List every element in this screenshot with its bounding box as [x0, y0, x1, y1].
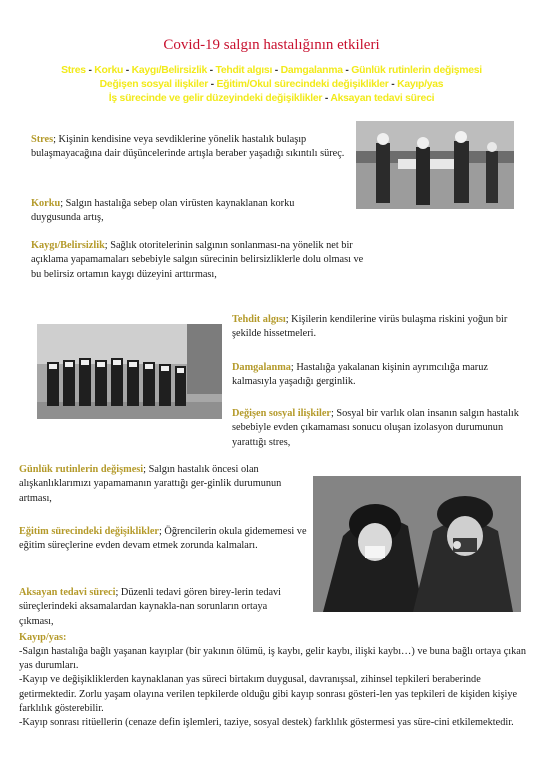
keyword: Aksayan tedavi süreci [330, 93, 435, 104]
keyword-list [20, 64, 523, 106]
photo-nurses-stretcher [356, 121, 514, 209]
term-tehdit: Tehdit algısı [232, 314, 286, 325]
section-stres [31, 133, 349, 162]
keyword-line-2: Değişen sosyal ilişkiler - Eğitim/Okul sürecindeki değişiklikler - Kayıp/yas [99, 79, 444, 90]
keyword: Kayıp/yas [397, 79, 444, 90]
keyword: Değişen sosyal ilişkiler [99, 79, 209, 90]
text-rutin: ; Salgın hastalık öncesi olan alışkanlıklarımızı yapamamanın yarattığı ger-ginlik durumunun artması, [19, 464, 282, 504]
section-tehdit [232, 313, 528, 342]
text-damga: ; Hastalığa yakalanan kişinin ayrımcılığa maruz kalmasıyla yaşadığı gerginlik. [232, 362, 488, 388]
page-title: Covid-19 salgın hastalığının etkileri [163, 37, 380, 53]
photo-masked-police [37, 324, 222, 419]
text-korku: ; Salgın hastalığa sebep olan virüsten kaynaklanan korku duygusunda artış, [31, 198, 295, 224]
keyword-line-3: İş sürecinde ve gelir düzeyindeki değişiklikler - Aksayan tedavi süreci [108, 93, 435, 104]
text-tedavi: ; Düzenli tedavi gören birey-lerin tedavi süreçlerindeki aksamalardan kaynakla-nan sorunların ortaya çıkması, [19, 587, 282, 627]
text-stres: ; Kişinin kendisine veya sevdiklerine yönelik hastalık bulaşıp bulaşmayacağına dair düşüncelerinde artışla beraber yaşadığı sıkıntılı süreç. [31, 134, 345, 160]
term-kayip: Kayıp/yas: [19, 632, 67, 643]
list-item: -Kayıp ve değişikliklerden kaynaklanan yas süreci birtakım duygusal, davranışsal, zihinsel tepkileri beraberinde getirmektedir. Zorlu yaşam olayına verilen tepkilerde olduğu gibi kayıp sonrası gösteri-len yas tepkileri de kişiden kişiye farklılık gösterebilir. [19, 674, 518, 714]
section-korku [31, 197, 331, 226]
kayip-list [19, 645, 529, 730]
section-tedavi [19, 586, 301, 629]
keyword: Tehdit algısı [215, 65, 273, 76]
list-item: -Salgın hastalığa bağlı yaşanan kayıplar (bir yakının ölümü, iş kaybı, gelir kaybı, ilişki kaybı…) ve buna bağlı ortaya çıkan yas durumları. [19, 646, 526, 672]
keyword: İş sürecinde ve gelir düzeyindeki değişiklikler [108, 93, 323, 104]
term-damga: Damgalanma [232, 362, 291, 373]
section-rutin [19, 463, 299, 506]
keyword-line-1: Stres - Korku - Kaygı/Belirsizlik - Tehdit algısı - Damgalanma - Günlük rutinlerin değişmesi [61, 65, 482, 76]
term-sosyal: Değişen sosyal ilişkiler [232, 408, 331, 419]
keyword: Eğitim/Okul sürecindeki değişiklikler [216, 79, 389, 90]
text-egitim: ; Öğrencilerin okula gidememesi ve eğitim süreçlerine evden devam etmek zorunda kalmaları. [19, 526, 307, 552]
text-sosyal: ; Sosyal bir varlık olan insanın salgın hastalık sebebiyle evden çıkamaması sonucu oluşan izolasyon durumunun yarattığı stres, [232, 408, 519, 448]
term-kaygi: Kaygı/Belirsizlik [31, 240, 105, 251]
term-rutin: Günlük rutinlerin değişmesi [19, 464, 144, 475]
section-sosyal [232, 407, 528, 450]
section-kaygi [31, 239, 373, 282]
keyword: Günlük rutinlerin değişmesi [351, 65, 482, 76]
term-tedavi: Aksayan tedavi süreci [19, 587, 116, 598]
term-korku: Korku [31, 198, 61, 209]
photo-masked-couple [313, 476, 521, 612]
keyword: Korku [94, 65, 124, 76]
keyword: Kaygı/Belirsizlik [131, 65, 208, 76]
section-egitim [19, 525, 307, 554]
section-damga [232, 361, 528, 390]
term-egitim: Eğitim sürecindeki değişiklikler [19, 526, 159, 537]
text-tehdit: ; Kişilerin kendilerine virüs bulaşma riskini yoğun bir şekilde hissetmeleri. [232, 314, 508, 340]
keyword: Stres [61, 65, 86, 76]
text-kaygi: ; Sağlık otoritelerinin salgının sonlanması-na yönelik net bir açıklama yapamamaları sebebiyle salgın sürecinin belirsizliklerle dolu olması ve bu belirsiz ortamın kaygı düzeyini arttırması, [31, 240, 364, 280]
list-item: -Kayıp sonrası ritüellerin (cenaze defin işlemleri, taziye, sosyal destek) farklılık göstermesi yas süre-cini etkilemektedir. [19, 717, 514, 729]
keyword: Damgalanma [280, 65, 343, 76]
term-stres: Stres [31, 134, 54, 145]
